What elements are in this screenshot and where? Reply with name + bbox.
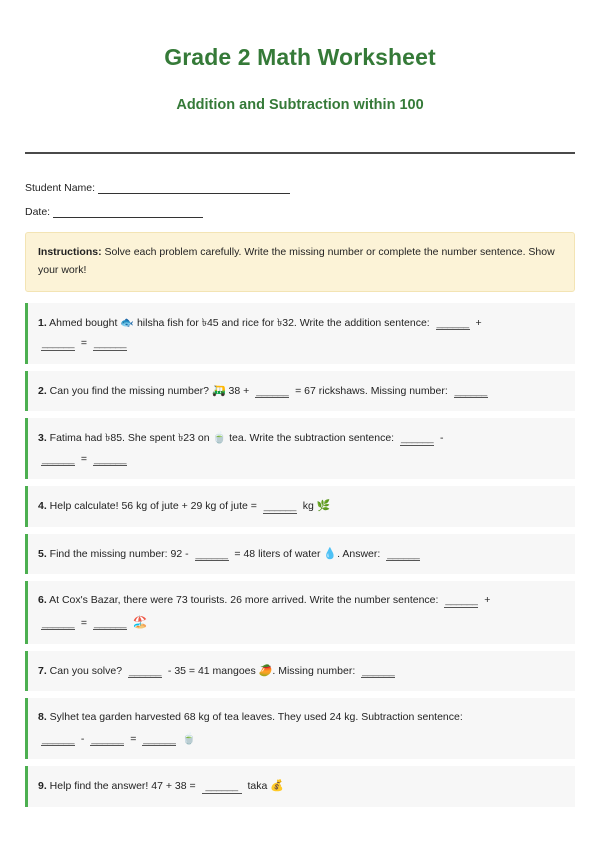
instructions-text: Solve each problem carefully. Write the missing number or complete the number sentence. Show your work! <box>38 246 555 277</box>
answer-blank[interactable]: ______ <box>454 384 487 397</box>
answer-blank[interactable]: ______ <box>263 500 296 513</box>
problem-number: 7. <box>38 664 47 677</box>
date-row <box>25 206 575 218</box>
instructions-label: Instructions: <box>38 246 102 258</box>
problem-text: Ahmed bought <box>46 316 121 329</box>
problem-text-cont2: = 67 rickshaws. Missing number: <box>292 384 451 397</box>
problem-text: Can you find the missing number? <box>46 384 212 397</box>
problem-item <box>25 651 575 691</box>
header-divider <box>25 152 575 154</box>
droplet-icon: 💧 <box>323 546 338 560</box>
problem-text: Help find the answer! 47 + 38 = <box>46 780 199 793</box>
problem-text: Fatima had ৳85. She spent ৳23 on <box>46 432 213 445</box>
problem-text: At Cox's Bazar, there were 73 tourists. 26 more arrived. Write the number sentence: <box>46 594 442 607</box>
operator: = <box>80 616 88 629</box>
problem-number: 5. <box>38 547 47 560</box>
operator: + <box>475 316 482 329</box>
problem-item <box>25 766 575 806</box>
answer-blank[interactable]: ______ <box>387 547 420 560</box>
operator: = <box>130 732 137 745</box>
problem-item <box>25 418 575 479</box>
answer-blank[interactable]: ______ <box>93 337 126 350</box>
answer-blank[interactable]: ______ <box>93 616 126 629</box>
problem-item <box>25 698 575 759</box>
problem-number: 6. <box>38 594 47 607</box>
fish-icon: 🐟 <box>120 315 135 329</box>
operator: + <box>484 594 491 607</box>
student-name-label: Student Name: <box>25 182 96 194</box>
problem-number: 4. <box>38 500 47 513</box>
problem-text-cont: taka <box>244 780 271 793</box>
problem-text: Sylhet tea garden harvested 68 kg of tea leaves. They used 24 kg. Subtraction sentence: <box>46 711 463 724</box>
student-name-row <box>25 182 575 194</box>
problem-number: 9. <box>38 780 47 793</box>
student-name-input[interactable] <box>98 182 290 194</box>
answer-blank[interactable]: ______ <box>256 384 289 397</box>
herb-icon: 🌿 <box>316 499 331 513</box>
answer-blank[interactable]: ______ <box>445 594 478 607</box>
problem-text-cont2: . Missing number: <box>272 664 359 677</box>
money-bag-icon: 💰 <box>270 779 284 793</box>
instructions-box <box>25 232 575 292</box>
problem-text-cont: kg <box>299 500 317 513</box>
beach-umbrella-icon: 🏖️ <box>132 614 148 629</box>
problem-number: 3. <box>38 432 47 445</box>
problem-text-cont: hilsha fish for ৳45 and rice for ৳32. Write the addition sentence: <box>134 316 433 329</box>
answer-blank[interactable]: ______ <box>202 781 242 794</box>
problem-number: 8. <box>38 711 47 724</box>
page-subtitle: Addition and Subtraction within 100 <box>176 97 424 113</box>
problem-text: Can you solve? <box>46 664 125 677</box>
problem-text-cont: = 48 liters of water <box>231 547 324 560</box>
problem-text-cont: - 35 = 41 mangoes <box>164 664 259 677</box>
auto-rickshaw-icon: 🛺 <box>211 383 226 397</box>
problem-text-cont: 38 + <box>225 384 253 397</box>
mango-icon: 🥭 <box>258 663 273 677</box>
operator: = <box>80 452 88 465</box>
problem-item <box>25 534 575 574</box>
answer-blank[interactable]: ______ <box>362 664 395 677</box>
answer-blank[interactable]: ______ <box>41 616 75 629</box>
problem-item <box>25 486 575 526</box>
page-title: Grade 2 Math Worksheet <box>164 44 436 70</box>
operator: = <box>80 337 88 350</box>
problem-number: 1. <box>38 316 47 329</box>
problem-text-cont2: . Answer: <box>337 547 384 560</box>
answer-blank[interactable]: ______ <box>195 547 228 560</box>
answer-blank[interactable]: ______ <box>143 732 176 745</box>
date-label: Date: <box>25 206 51 218</box>
teacup-icon: 🍵 <box>212 431 227 445</box>
problem-text-cont: tea. Write the subtraction sentence: <box>226 432 398 445</box>
problem-number: 2. <box>38 384 47 397</box>
answer-blank[interactable]: ______ <box>93 452 126 465</box>
answer-blank[interactable]: ______ <box>41 337 75 350</box>
tea-leaf-icon: 🍵 <box>182 731 196 745</box>
problem-item <box>25 581 575 644</box>
answer-blank[interactable]: ______ <box>91 732 124 745</box>
operator: - <box>439 432 444 445</box>
answer-blank[interactable]: ______ <box>41 452 75 465</box>
answer-blank[interactable]: ______ <box>128 664 161 677</box>
student-fields <box>25 113 575 218</box>
problem-text: Find the missing number: 92 - <box>46 547 192 560</box>
date-input[interactable] <box>53 206 203 218</box>
problem-item <box>25 371 575 411</box>
answer-blank[interactable]: ______ <box>436 316 469 329</box>
problem-item <box>25 303 575 364</box>
answer-blank[interactable]: ______ <box>401 432 434 445</box>
problem-text: Help calculate! 56 kg of jute + 29 kg of jute = <box>46 500 260 513</box>
answer-blank[interactable]: ______ <box>41 732 75 745</box>
operator: - <box>80 732 85 745</box>
problems-list <box>25 303 575 807</box>
